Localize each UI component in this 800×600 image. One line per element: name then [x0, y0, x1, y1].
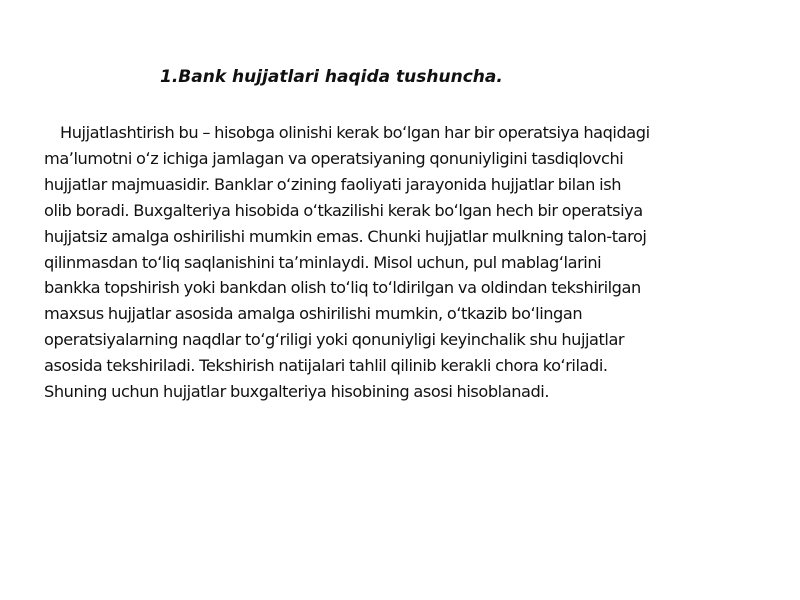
paragraph-line: maxsus hujjatlar asosida amalga oshirilishi mumkin, oʻtkazib boʻlingan: [44, 304, 583, 324]
paragraph-line: hujjatlar majmuasidir. Banklar oʻzining faoliyati jarayonida hujjatlar bilan ish: [44, 174, 622, 194]
paragraph-line: Hujjatlashtirish bu – hisobga olinishi kerak boʻlgan har bir operatsiya haqidagi: [60, 123, 650, 142]
paragraph-line: asosida tekshiriladi. Tekshirish natijalari tahlil qilinib kerakli chora koʻriladi.: [44, 356, 608, 376]
paragraph-line: bankka topshirish yoki bankdan olish toʻliq toʻldirilgan va oldindan tekshirilgan: [44, 278, 641, 298]
paragraph-line: qilinmasdan toʻliq saqlanishini taʼminlaydi. Misol uchun, pul mablagʻlarini: [44, 252, 602, 272]
paragraph-line: olib boradi. Buxgalteriya hisobida oʻtkazilishi kerak boʻlgan hech bir operatsiya: [44, 200, 643, 220]
paragraph-line: hujjatsiz amalga oshirilishi mumkin emas. Chunki hujjatlar mulkning talon-taroj: [44, 226, 647, 246]
paragraph-line: maʼlumotni oʻz ichiga jamlagan va operatsiyaning qonuniyligini tasdiqlovchi: [44, 148, 624, 168]
body-paragraph: [44, 120, 760, 405]
paragraph-line: operatsiyalarning naqdlar toʻgʻriligi yoki qonuniyligi keyinchalik shu hujjatlar: [44, 330, 625, 350]
paragraph-line: Shuning uchun hujjatlar buxgalteriya hisobining asosi hisoblanadi.: [44, 382, 550, 402]
slide-title: 1.Bank hujjatlari haqida tushuncha.: [160, 67, 503, 87]
